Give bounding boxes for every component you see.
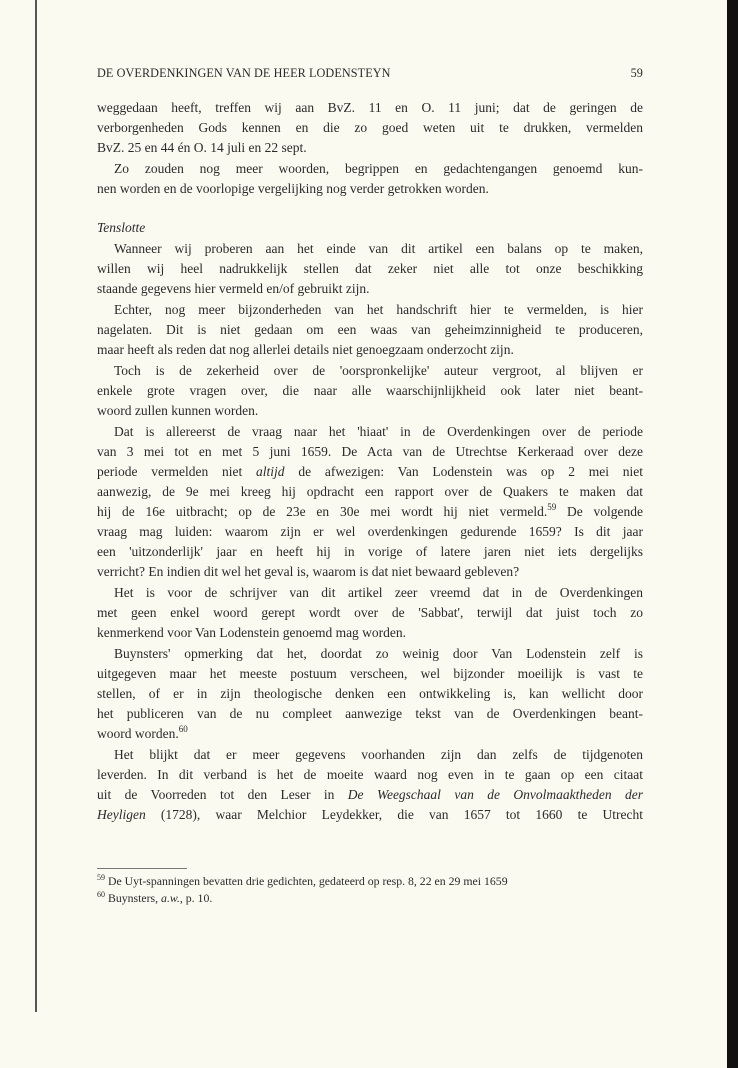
text-line — [97, 724, 643, 744]
text-line — [97, 603, 643, 623]
footnote-marker: 60 — [178, 723, 188, 734]
text-run: De Uyt-spanningen bevatten drie gedichten, gedateerd op resp. 8, 22 en 29 mei 1659 — [105, 874, 508, 888]
text-run: willen wij heel nadrukkelijk stellen dat zeker niet alle tot onze beschikking — [97, 260, 643, 276]
text-run: Buynsters, — [105, 891, 162, 905]
text-run: een 'uitzonderlijk' jaar en heeft hij in vorige of latere jaren niet iets dergelijks — [97, 543, 643, 559]
footnote — [97, 873, 508, 890]
text-line — [97, 279, 643, 299]
paragraph — [97, 159, 643, 199]
text-run: Het blijkt dat er meer gegevens voorhanden zijn dan zelfs de tijdgenoten — [114, 747, 643, 763]
paragraph — [97, 583, 643, 643]
paragraph — [97, 361, 643, 421]
paragraph — [97, 98, 643, 158]
text-line — [97, 562, 643, 582]
text-line — [97, 381, 643, 401]
italic-text: altijd — [256, 464, 285, 480]
text-line — [97, 98, 643, 118]
scan-border — [727, 0, 738, 1068]
text-line — [97, 482, 643, 502]
text-run: maar heeft als reden dat nog allerlei details niet genoegzaam onderzocht zijn. — [97, 341, 514, 357]
paragraph — [97, 745, 643, 825]
text-line — [97, 118, 643, 138]
page-number: 59 — [630, 66, 643, 80]
text-run: vraag mag luiden: waarom zijn er wel overdenkingen gedurende 1659? Is dit jaar — [97, 523, 643, 539]
text-run: , p. 10. — [179, 891, 213, 905]
paragraph — [97, 422, 643, 581]
footnotes — [97, 873, 508, 907]
text-line — [97, 664, 643, 684]
footnote — [97, 890, 508, 907]
text-run: kenmerkend voor Van Lodenstein genoemd mag worden. — [97, 624, 407, 640]
text-line — [97, 644, 643, 664]
text-run: woord worden. — [97, 725, 179, 741]
text-run: nagelaten. Dit is niet gedaan om een waas van geheimzinnigheid te produceren, — [97, 322, 643, 338]
text-run: periode vermelden niet — [97, 464, 257, 480]
text-line — [97, 623, 643, 643]
text-line — [97, 340, 643, 360]
text-run: enkele grote vragen over, die naar alle waarschijnlijkheid ook later niet beant- — [97, 383, 643, 399]
text-run: BvZ. 25 en 44 én O. 14 juli en 22 sept. — [97, 139, 307, 155]
footnote-marker: 59 — [547, 502, 557, 513]
text-line — [97, 502, 643, 522]
text-run: nen worden en de voorlopige vergelijking nog verder getrokken worden. — [97, 181, 489, 197]
text-line — [97, 785, 643, 805]
text-line — [97, 239, 643, 259]
text-run: Het is voor de schrijver van dit artikel zeer vreemd dat in de Overdenkingen — [114, 585, 643, 601]
text-line — [97, 765, 643, 785]
text-line — [97, 300, 643, 320]
running-header — [97, 66, 643, 81]
italic-text: De Weegschaal van de Onvolmaaktheden der — [347, 787, 643, 802]
footnote-separator — [97, 868, 187, 869]
text-run: Zo zouden nog meer woorden, begrippen en gedachtengangen genoemd kun- — [114, 161, 643, 177]
text-run: Dat is allereerst de vraag naar het 'hiaat' in de Overdenkingen over de periode — [114, 424, 643, 440]
text-line — [97, 745, 643, 765]
text-line — [97, 462, 643, 482]
text-run: stellen, of er in zijn theologische denken een ontwikkeling is, kan wellicht door — [97, 686, 643, 702]
text-run: met geen enkel woord gerept wordt over de 'Sabbat', terwijl dat juist toch zo — [97, 604, 643, 620]
text-run: aanwezig, de 9e mei kreeg hij opdracht een rapport over de Quakers te maken dat — [97, 484, 643, 500]
text-run: verricht? En indien dit wel het geval is, waarom is dat niet bewaard gebleven? — [97, 563, 520, 579]
text-line — [97, 159, 643, 179]
text-line — [97, 138, 643, 158]
text-run: uitgegeven maar het meeste postuum verscheen, wel bijzonder moeilijk is vast te — [97, 666, 643, 682]
text-run: uit de Voorreden tot den Leser in — [97, 787, 348, 802]
italic-text: Heyligen — [97, 806, 146, 822]
text-line — [97, 401, 643, 421]
text-run: Toch is de zekerheid over de 'oorspronkelijke' auteur vergroot, al blijven er — [114, 363, 643, 379]
text-line — [97, 179, 643, 199]
text-run: weggedaan heeft, treffen wij aan BvZ. 11 en O. 11 juni; dat de geringen de — [97, 100, 643, 115]
text-run: staande gegevens hier vermeld en/of gebruikt zijn. — [97, 280, 370, 296]
text-run: Echter, nog meer bijzonderheden van het handschrift hier te vermelden, is hier — [114, 302, 643, 318]
text-run: leverden. In dit verband is het de moeite waard nog even in te gaan op een citaat — [97, 767, 643, 783]
text-run: van 3 mei tot en met 5 juni 1659. De Acta van de Utrechtse Kerkeraad over deze — [97, 444, 643, 460]
section-heading: Tenslotte — [97, 219, 146, 235]
text-line — [97, 442, 643, 462]
text-line — [97, 704, 643, 724]
paragraph — [97, 239, 643, 299]
text-line — [97, 805, 643, 825]
text-run: verborgenheden Gods kennen en die zo goed weten uit te drukken, vermelden — [97, 119, 643, 135]
text-run: Buynsters' opmerking dat het, doordat zo weinig door Van Lodenstein zelf is — [114, 646, 643, 662]
text-line — [97, 583, 643, 603]
text-run: het publiceren van de nu compleet aanwezige tekst van de Overdenkingen beant- — [97, 705, 643, 721]
running-title: DE OVERDENKINGEN VAN DE HEER LODENSTEYN — [97, 66, 391, 80]
page-edge-line — [35, 0, 37, 1012]
text-line — [97, 422, 643, 442]
text-run: De volgende — [556, 504, 643, 520]
paragraph — [97, 644, 643, 743]
text-run: hij de 16e uitbracht; op de 23e en 30e mei wordt hij niet vermeld. — [97, 504, 548, 520]
text-line — [97, 684, 643, 704]
body-text — [97, 98, 643, 826]
italic-text: a.w. — [161, 891, 180, 905]
footnote-marker: 60 — [97, 890, 105, 899]
text-line — [97, 320, 643, 340]
text-run: Wanneer wij proberen aan het einde van dit artikel een balans op te maken, — [114, 240, 643, 256]
text-line — [97, 522, 643, 542]
text-line — [97, 259, 643, 279]
text-run: de afwezigen: Van Lodenstein was op 2 mei niet — [284, 464, 643, 480]
footnote-marker: 59 — [97, 873, 105, 882]
paragraph — [97, 300, 643, 360]
text-run: (1728), waar Melchior Leydekker, die van 1657 tot 1660 te Utrecht — [145, 806, 643, 822]
text-run: woord zullen kunnen worden. — [97, 403, 259, 419]
text-line — [97, 542, 643, 562]
text-line — [97, 361, 643, 381]
